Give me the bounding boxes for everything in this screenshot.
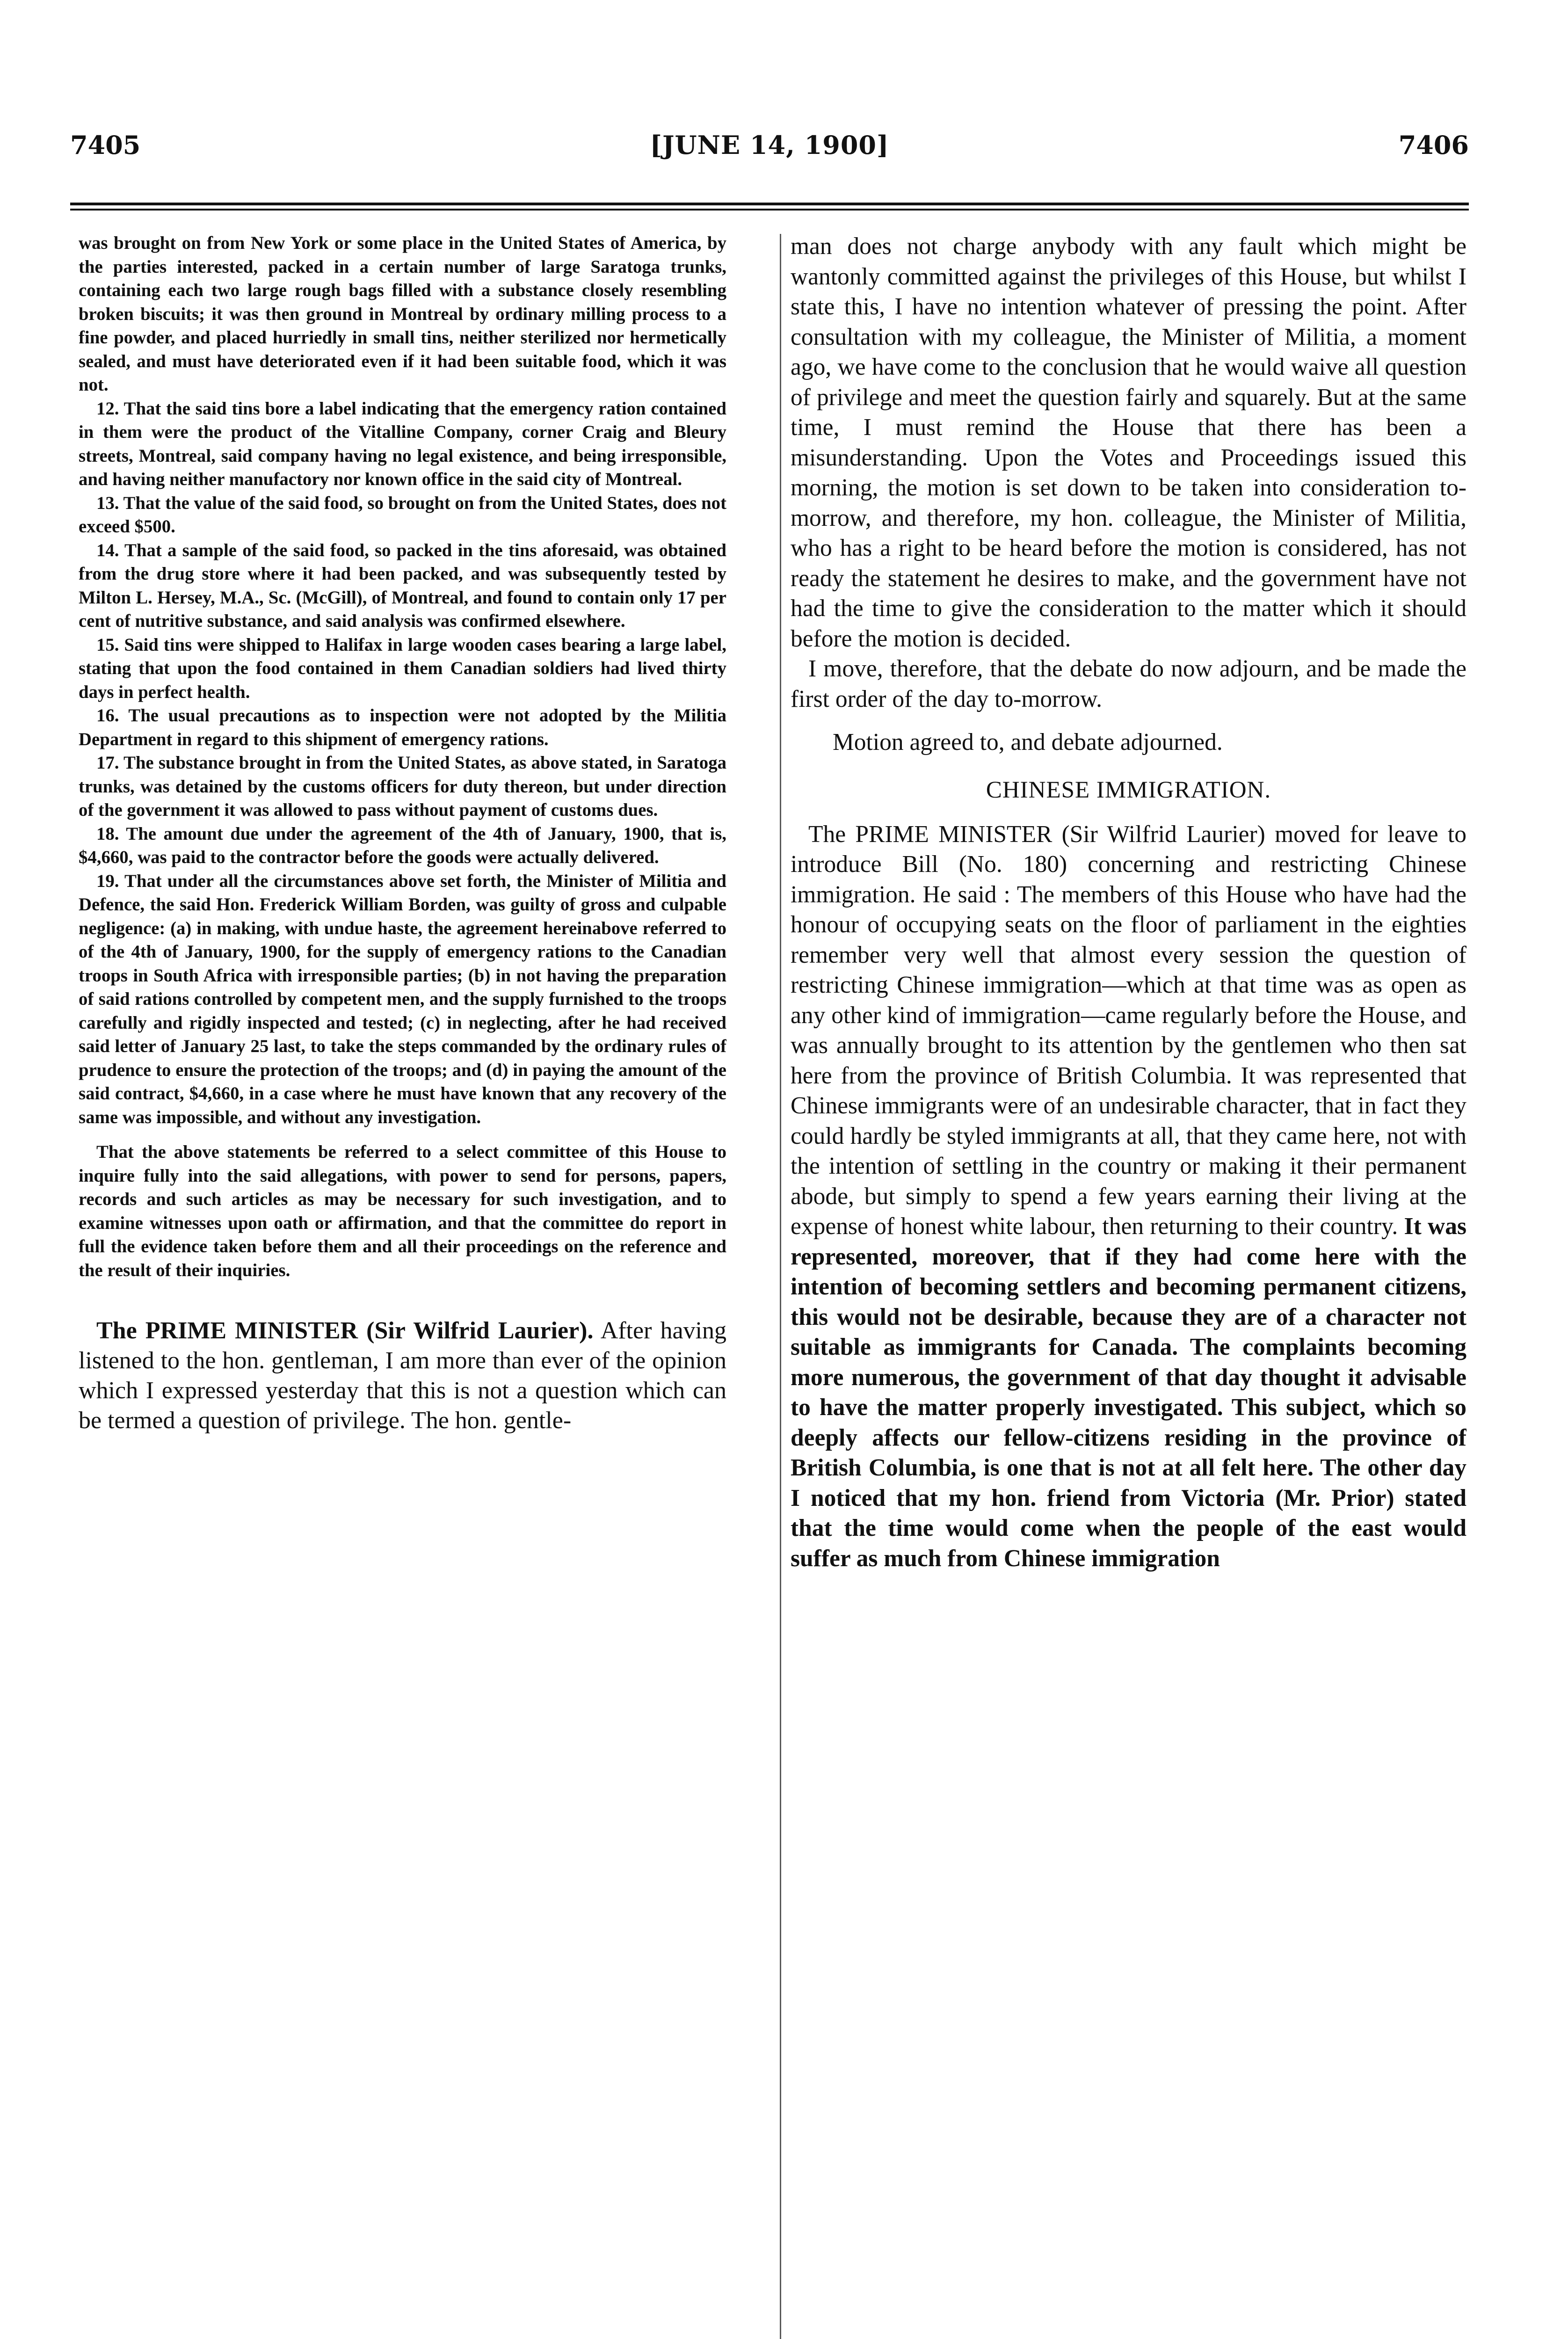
allegation-item-15: 15. Said tins were shipped to Halifax in large wooden cases bearing a large label, stating that upon the food contained in them Canadian soldiers had lived thirty days in perfect health. [79,634,726,702]
prime-minister-speaker: The PRIME MINISTER (Sir Wilfrid Laurier). [96,1317,594,1344]
allegation-item-13: 13. That the value of the said food, so brought on from the United States, does not exceed $500. [79,493,726,537]
left-column [79,232,726,2339]
continued-speech: man does not charge anybody with any fault which might be wantonly committed against the privileges of this House, but whilst I state this, I have no intention whatever of pressing the point. After consultation with my colleague, the Minister of Militia, a moment ago, we have come to the conclusion that he would waive all question of privilege and meet the question fairly and squarely. But at the same time, I must remind the House that there has been a misunderstanding. Upon the Votes and Proceedings issued this morning, the motion is set down to be taken into consideration to-morrow, and therefore, my hon. colleague, the Minister of Militia, who has a right to be heard before the motion is considered, has not ready the statement he desires to make, and the government have not had the time to give the consideration to the matter which it should before the motion is decided. [791,233,1466,652]
chinese-immigration-heading: CHINESE IMMIGRATION. [986,777,1271,803]
page-header [70,126,1469,164]
committee-motion-text: That the above statements be referred to a select committee of this House to inquire fully into the said allegations, with power to send for persons, papers, records and such articles as may be necessary for such investigation, and to examine witnesses upon oath or affirmation, and that the committee do report in full the evidence taken before them and all their proceedings on the reference and the result of their inquiries. [79,1142,726,1280]
chinese-immigration-speech [791,820,1466,1574]
allegation-item-12: 12. That the said tins bore a label indicating that the emergency ration contained in them were the product of the Vitalline Company, corner Craig and Bleury streets, Montreal, said company having no legal existence, and being irresponsible, and having neither manufactory nor known office in the said city of Montreal. [79,398,726,489]
left-column-intro: was brought on from New York or some place in the United States of America, by the parties interested, packed in a certain number of large Saratoga trunks, containing each two large rough bags filled with a substance closely resembling broken biscuits; it was then ground in Montreal by ordinary milling process to a fine powder, and placed hurriedly in small tins, neither sterilized nor hermetically sealed, and must have deteriorated even if it had been suitable food, which it was not. [79,233,726,395]
motion-agreed-note: Motion agreed to, and debate adjourned. [833,729,1223,755]
allegation-item-19: 19. That under all the circumstances above set forth, the Minister of Militia and Defence, the said Hon. Frederick William Borden, was guilty of gross and culpable negligence: (a) in making, with undue haste, the agreement hereinabove referred to of the 4th of January, 1900, for the supply of emergency rations to the Canadian troops in South Africa with irresponsible parties; (b) in not having the preparation of said rations controlled by competent men, and the supply furnished to the troops carefully and rigidly inspected and tested; (c) in neglecting, after he had received said letter of January 25 last, to take the steps commanded by the ordinary rules of prudence to ensure the protection of the troops; and (d) in paying the amount of the said contract, $4,660, in a case where he must have known that any recovery of the same was impossible, and without any investigation. [79,871,726,1127]
prime-minister-response [79,1316,726,1436]
header-rule-top [70,203,1469,205]
allegation-item-14: 14. That a sample of the said food, so packed in the tins aforesaid, was obtained from the drug store where it had been packed, and was subsequently tested by Milton L. Hersey, M.A., Sc. (McGill), of Montreal, and found to contain only 17 per cent of nutritive substance, and said analysis was confirmed elsewhere. [79,540,726,631]
allegation-item-17: 17. The substance brought in from the United States, as above stated, in Saratoga trunks, was detained by the customs officers for duty thereon, but under direction of the government it was allowed to pass without payment of customs dues. [79,753,726,820]
header-rule-bottom [70,209,1469,211]
prime-minister-response-text: After having listened to the hon. gentleman, I am more than ever of the opinion which I expressed yesterday that this is not a question which can be termed a question of privilege. The hon. gentle- [79,1317,726,1434]
adjournment-motion: I move, therefore, that the debate do now adjourn, and be made the first order of the day to-morrow. [791,655,1466,712]
left-page-number: 7405 [70,130,141,160]
speech-normal-text: moved for leave to introduce Bill (No. 180) concerning and restricting Chinese immigration. He said : The members of this House who have had the honour of occupying seats on the floor of parliament in the eighties remember very well that almost every session the question of restricting Chinese immigration—which at that time was as open as any other kind of immigration—came regularly before the House, and was annually brought to its attention by the gentlemen who then sat here from the province of British Columbia. It was represented that Chinese immigrants were of an undesirable character, that in fact they could hardly be styled immigrants at all, that they came here, not with the intention of settling in the country or making it their permanent abode, but simply to spend a few years earning their living at the expense of honest white labour, then returning to their country. [791,821,1466,1240]
allegation-item-18: 18. The amount due under the agreement of the 4th of January, 1900, that is, $4,660, was paid to the contractor before the goods were actually delivered. [79,823,726,867]
speech-speaker: The PRIME MINISTER (Sir Wilfrid Laurier) [808,821,1265,848]
column-divider [780,234,781,2339]
speech-bold-text: It was represented, moreover, that if they had come here with the intention of becoming settlers and becoming permanent citizens, this would not be desirable, because they are of a character not suitable as immigrants for Canada. The complaints becoming more numerous, the government of that day thought it advisable to have the matter properly investigated. This subject, which so deeply affects our fellow-citizens residing in the province of British Columbia, is one that is not at all felt here. The other day I noticed that my hon. friend from Victoria (Mr. Prior) stated that the time would come when the people of the east would suffer as much from Chinese immigration [791,1213,1466,1572]
right-page-number: 7406 [1398,130,1469,160]
document-date: [JUNE 14, 1900] [650,130,889,160]
allegation-item-16: 16. The usual precautions as to inspection were not adopted by the Militia Department in regard to this shipment of emergency rations. [79,705,726,749]
right-column [791,232,1466,2339]
